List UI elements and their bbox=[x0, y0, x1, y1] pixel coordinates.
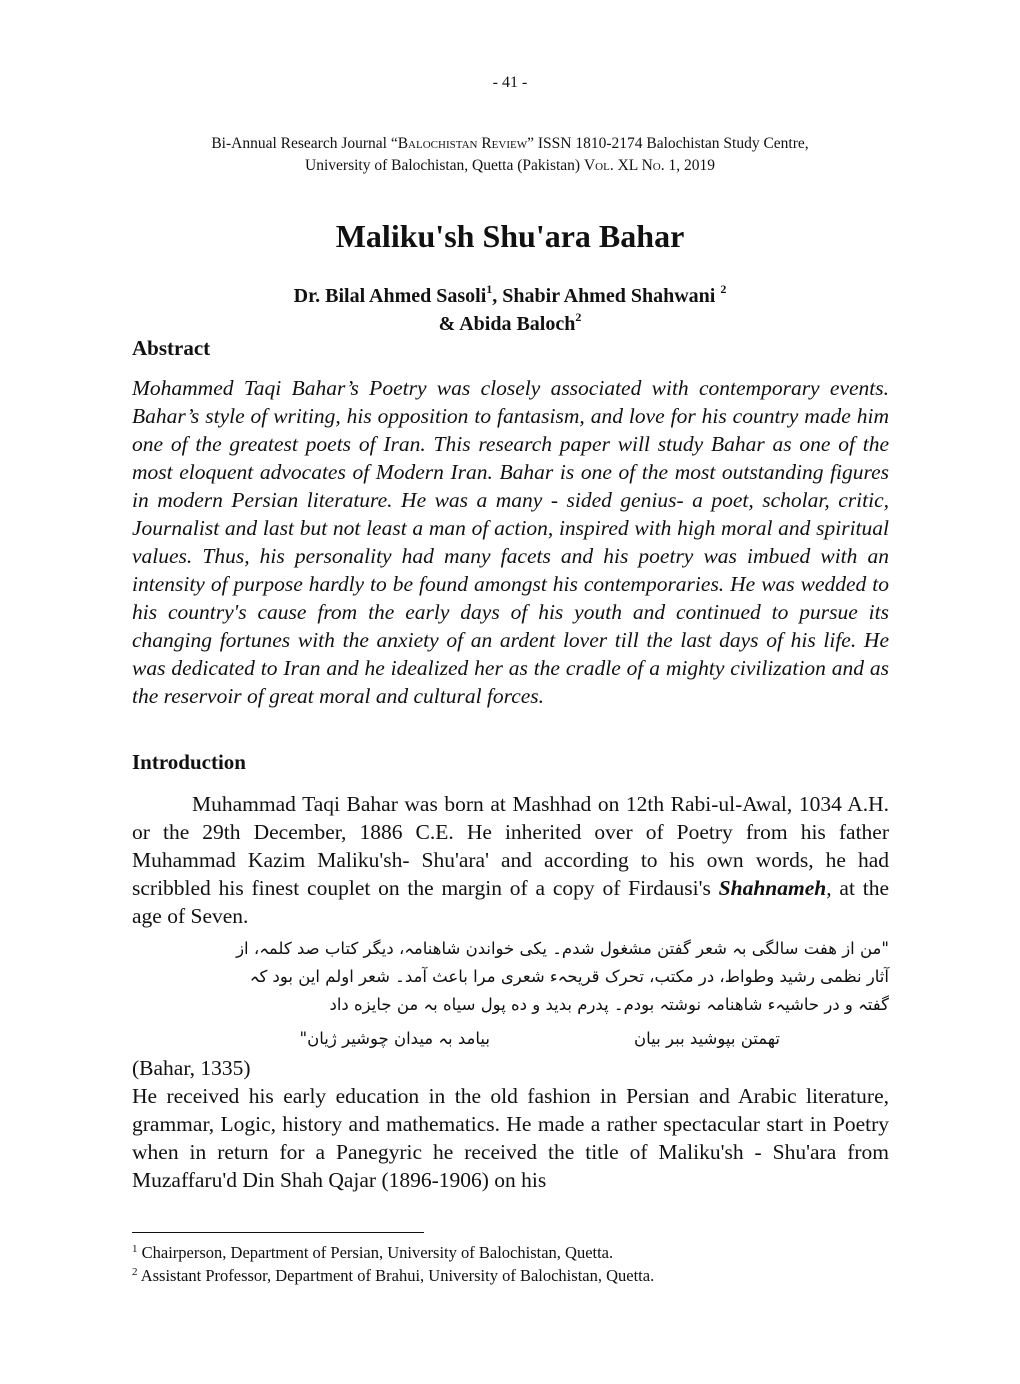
journal-university: University of Balochistan, Quetta (Pakistan) bbox=[305, 157, 584, 174]
footnote-1-mark: 1 bbox=[132, 1243, 138, 1255]
author-3-affiliation-mark: 2 bbox=[575, 310, 582, 324]
footnote-2-text: Assistant Professor, Department of Brahui, University of Balochistan, Quetta. bbox=[137, 1266, 655, 1285]
page-number: - 41 - bbox=[492, 74, 528, 91]
persian-verse bbox=[250, 1029, 810, 1057]
persian-line-3: گفتہ و در حاشیہء شاهنامہ نوشتہ بودم۔ پدرم بدید و ده پول سیاه بہ من جایزه داد bbox=[329, 995, 889, 1014]
author-1: Dr. Bilal Ahmed Sasoli bbox=[293, 285, 487, 307]
journal-name: Balochistan Review bbox=[397, 135, 528, 152]
persian-line-1: "من از هفت سالگی بہ شعر گفتن مشغول شدم۔ یکی خواندن شاهنامہ، دیگر کتاب صد کلمہ، از bbox=[236, 939, 889, 958]
persian-quote bbox=[132, 935, 889, 1019]
abstract-text: Mohammed Taqi Bahar’s Poetry was closely associated with contemporary events. Bahar’s style of writing, his opposition to fantasism, and love for his country made him one of the greatest poets of Iran. This research paper will study Bahar as one of the most eloquent advocates of Modern Iran. Bahar is one of the most outstanding figures in modern Persian literature. He was a many - sided genius- a poet, scholar, critic, Journalist and last but not least a man of action, inspired with high moral and spiritual values. Thus, his personality had many facets and his poetry was imbued with an intensity of purpose hardly to be found amongst his contemporaries. He was wedded to his country's cause from the early days of his youth and continued to pursue its changing fortunes with the anxiety of an ardent lover till the last days of his life. He was dedicated to Iran and he idealized her as the cradle of a mighty civilization and as the reservoir of great moral and cultural forces. bbox=[132, 376, 889, 708]
journal-vol-value: . XL bbox=[609, 157, 642, 174]
introduction-paragraph bbox=[132, 790, 889, 930]
persian-line-2: آثار نظمی رشید وطواط، در مکتب، تحرک قریحہء شعری مرا باعث آمد۔ شعر اولم این بود کہ bbox=[249, 967, 889, 986]
author-2-affiliation-mark: 2 bbox=[720, 282, 727, 296]
author-1-affiliation-mark: 1 bbox=[486, 282, 493, 296]
paper-title: Maliku'sh Shu'ara Bahar bbox=[335, 218, 685, 254]
footnote-1-text: Chairperson, Department of Persian, University of Balochistan, Quetta. bbox=[137, 1243, 614, 1262]
footnote-1 bbox=[132, 1243, 613, 1263]
intro-text-before: Muhammad Taqi Bahar was born at Mashhad on 12th Rabi-ul-Awal, 1034 A.H. or the 29th December, 1886 C.E. He inherited over of Poetry from his father Muhammad Kazim Maliku'sh- Shu'ara' and according to his own words, he had scribbled his finest couplet on the margin of a copy of Firdausi's bbox=[132, 792, 889, 900]
abstract-heading: Abstract bbox=[132, 336, 211, 360]
author-list bbox=[0, 282, 1020, 338]
body-paragraph bbox=[132, 1054, 889, 1194]
journal-issn: ” ISSN 1810-2174 Balochistan Study Centre, bbox=[527, 135, 809, 152]
journal-header bbox=[110, 133, 910, 177]
citation: (Bahar, 1335) bbox=[132, 1056, 251, 1080]
introduction-heading: Introduction bbox=[132, 750, 246, 774]
journal-no-value: . 1, 2019 bbox=[660, 157, 715, 174]
journal-no-label: No bbox=[641, 157, 661, 174]
intro-text-after: , at the age of Seven. bbox=[132, 876, 889, 928]
author-3: & Abida Baloch bbox=[438, 313, 576, 335]
verse-first-hemistich: تهمتن بپوشید ببر بیان bbox=[634, 1029, 780, 1048]
journal-prefix: Bi-Annual Research Journal “ bbox=[211, 135, 398, 152]
verse-second-hemistich: بیامد بہ میدان چوشیر ژیان" bbox=[299, 1029, 490, 1048]
intro-emphasis-shahnameh: Shahnameh bbox=[718, 876, 827, 900]
footnote-2-mark: 2 bbox=[132, 1266, 138, 1278]
body-text: He received his early education in the old fashion in Persian and Arabic literature, grammar, Logic, history and mathematics. He made a rather spectacular start in Poetry when in return for a Panegyric he received the title of Maliku'sh - Shu'ara from Muzaffaru'd Din Shah Qajar (1896-1906) on his bbox=[132, 1084, 889, 1192]
journal-vol-label: Vol bbox=[583, 157, 610, 174]
footnote-2 bbox=[132, 1266, 654, 1286]
footnote-rule bbox=[132, 1232, 424, 1233]
author-2: , Shabir Ahmed Shahwani bbox=[492, 285, 721, 307]
